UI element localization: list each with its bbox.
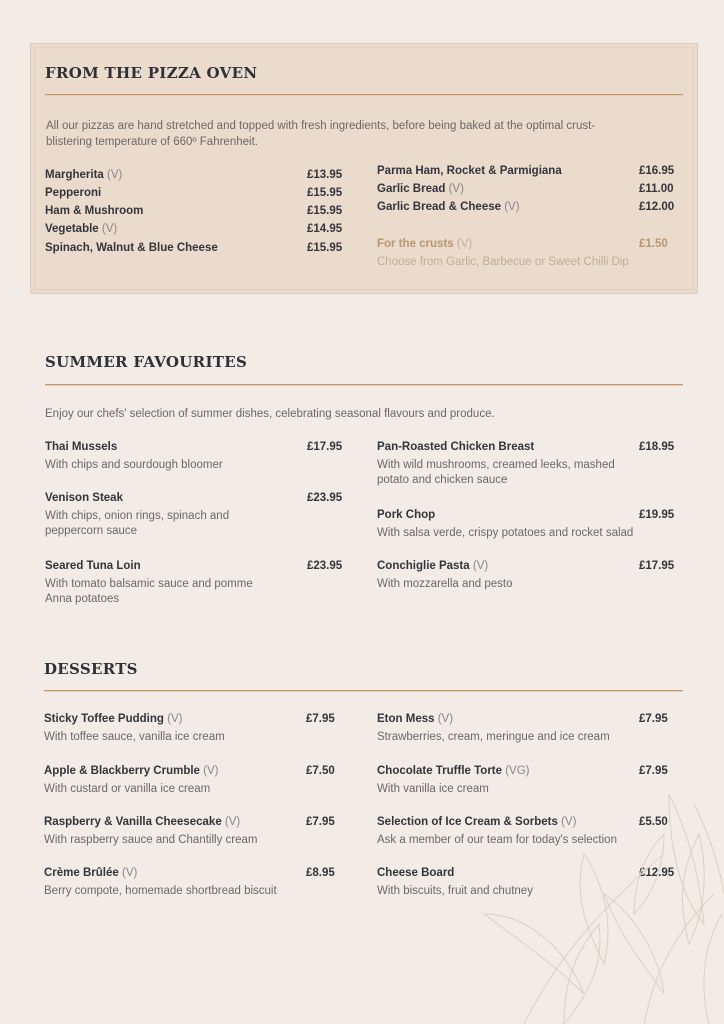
- item-name: Seared Tuna Loin: [45, 560, 141, 572]
- dietary-tag: (V): [199, 765, 219, 777]
- item-name: Crème Brûlée (V): [44, 867, 138, 879]
- item-name: Spinach, Walnut & Blue Cheese: [45, 242, 218, 254]
- item-name: Pork Chop: [377, 509, 436, 521]
- item-description: With chips and sourdough bloomer: [45, 459, 223, 471]
- item-name: Venison Steak: [45, 492, 123, 504]
- item-description: Berry compote, homemade shortbread biscuit: [44, 885, 277, 897]
- item-name: Garlic Bread (V): [377, 183, 464, 195]
- item-description: With tomato balsamic sauce and pomme Anna potatoes: [45, 578, 253, 605]
- item-price: £12.95: [639, 867, 675, 879]
- section-title-summer: SUMMER FAVOURITES: [45, 353, 248, 371]
- item-description: Ask a member of our team for today's selection: [377, 834, 617, 846]
- item-price: £18.95: [639, 441, 675, 453]
- item-name: Ham & Mushroom: [45, 205, 144, 217]
- pizza-intro: [46, 118, 595, 150]
- item-description: Strawberries, cream, meringue and ice cream: [377, 731, 610, 743]
- item-price: £5.50: [639, 816, 668, 828]
- item-price: £7.95: [306, 713, 335, 725]
- item-description: With chips, onion rings, spinach and peppercorn sauce: [45, 510, 230, 537]
- item-description: With biscuits, fruit and chutney: [377, 885, 533, 897]
- dietary-tag: (V): [453, 238, 473, 250]
- item-description: With raspberry sauce and Chantilly cream: [44, 834, 258, 846]
- item-price: £14.95: [307, 223, 343, 235]
- item-description: With mozzarella and pesto: [377, 578, 513, 590]
- item-name: Raspberry & Vanilla Cheesecake (V): [44, 816, 241, 828]
- dietary-tag: (V): [103, 169, 123, 181]
- summer-intro: Enjoy our chefs' selection of summer dishes, celebrating seasonal flavours and produce.: [45, 408, 495, 420]
- dietary-tag: (V): [118, 867, 138, 879]
- item-price: £15.95: [307, 242, 343, 254]
- item-name: Cheese Board: [377, 867, 455, 879]
- item-name: Selection of Ice Cream & Sorbets (V): [377, 816, 577, 828]
- pizza-intro-line: All our pizzas are hand stretched and topped with fresh ingredients, before being baked at the optimal crust-: [46, 120, 596, 132]
- section-title-desserts: DESSERTS: [44, 660, 138, 678]
- item-description: Choose from Garlic, Barbecue or Sweet Chilli Dip: [377, 256, 629, 268]
- item-name: Thai Mussels: [45, 441, 118, 453]
- item-name: Apple & Blackberry Crumble (V): [44, 765, 219, 777]
- dietary-tag: (V): [98, 223, 118, 235]
- item-price: £13.95: [307, 169, 343, 181]
- dietary-tag: (V): [501, 201, 520, 213]
- item-price: £11.00: [639, 183, 674, 195]
- item-price: £23.95: [307, 560, 343, 572]
- item-price: £17.95: [639, 560, 675, 572]
- dietary-tag: (V): [445, 183, 464, 195]
- item-name: For the crusts (V): [377, 238, 473, 250]
- item-name: Conchiglie Pasta (V): [377, 560, 489, 572]
- item-name: Chocolate Truffle Torte (VG): [377, 765, 530, 777]
- item-price: £8.95: [306, 867, 335, 879]
- item-name: Sticky Toffee Pudding (V): [44, 713, 183, 725]
- section-divider: [45, 94, 683, 96]
- pizza-intro-line: blistering temperature of 660º Fahrenheit.: [46, 136, 258, 148]
- item-price: £23.95: [307, 492, 343, 504]
- item-price: £1.50: [639, 238, 668, 250]
- section-divider: [45, 384, 683, 386]
- section-divider: [44, 690, 683, 692]
- item-description: With toffee sauce, vanilla ice cream: [44, 731, 225, 743]
- item-description: With vanilla ice cream: [377, 783, 489, 795]
- item-price: £17.95: [307, 441, 343, 453]
- item-price: £16.95: [639, 165, 675, 177]
- dietary-tag: (V): [469, 560, 489, 572]
- dietary-tag: (V): [221, 816, 241, 828]
- item-price: £12.00: [639, 201, 675, 213]
- dietary-tag: (V): [163, 713, 183, 725]
- item-price: £15.95: [307, 187, 343, 199]
- item-description: With custard or vanilla ice cream: [44, 783, 211, 795]
- item-name: Margherita (V): [45, 169, 123, 181]
- item-name: Vegetable (V): [45, 223, 118, 235]
- item-name: Eton Mess (V): [377, 713, 454, 725]
- item-price: £7.50: [306, 765, 335, 777]
- item-price: £19.95: [639, 509, 675, 521]
- item-description: With salsa verde, crispy potatoes and rocket salad: [377, 527, 634, 539]
- section-title-pizza: FROM THE PIZZA OVEN: [45, 64, 258, 82]
- item-price: £7.95: [639, 765, 668, 777]
- item-price: £7.95: [306, 816, 335, 828]
- item-price: £7.95: [639, 713, 668, 725]
- item-name: Pepperoni: [45, 187, 102, 199]
- dietary-tag: (V): [434, 713, 454, 725]
- item-name: Parma Ham, Rocket & Parmigiana: [377, 165, 562, 177]
- item-description: With wild mushrooms, creamed leeks, mashed potato and chicken sauce: [377, 459, 615, 486]
- dietary-tag: (VG): [502, 765, 530, 777]
- leaf-illustration-icon: [464, 794, 724, 1024]
- item-name: Garlic Bread & Cheese (V): [377, 201, 520, 213]
- dietary-tag: (V): [557, 816, 577, 828]
- item-name: Pan-Roasted Chicken Breast: [377, 441, 535, 453]
- item-price: £15.95: [307, 205, 343, 217]
